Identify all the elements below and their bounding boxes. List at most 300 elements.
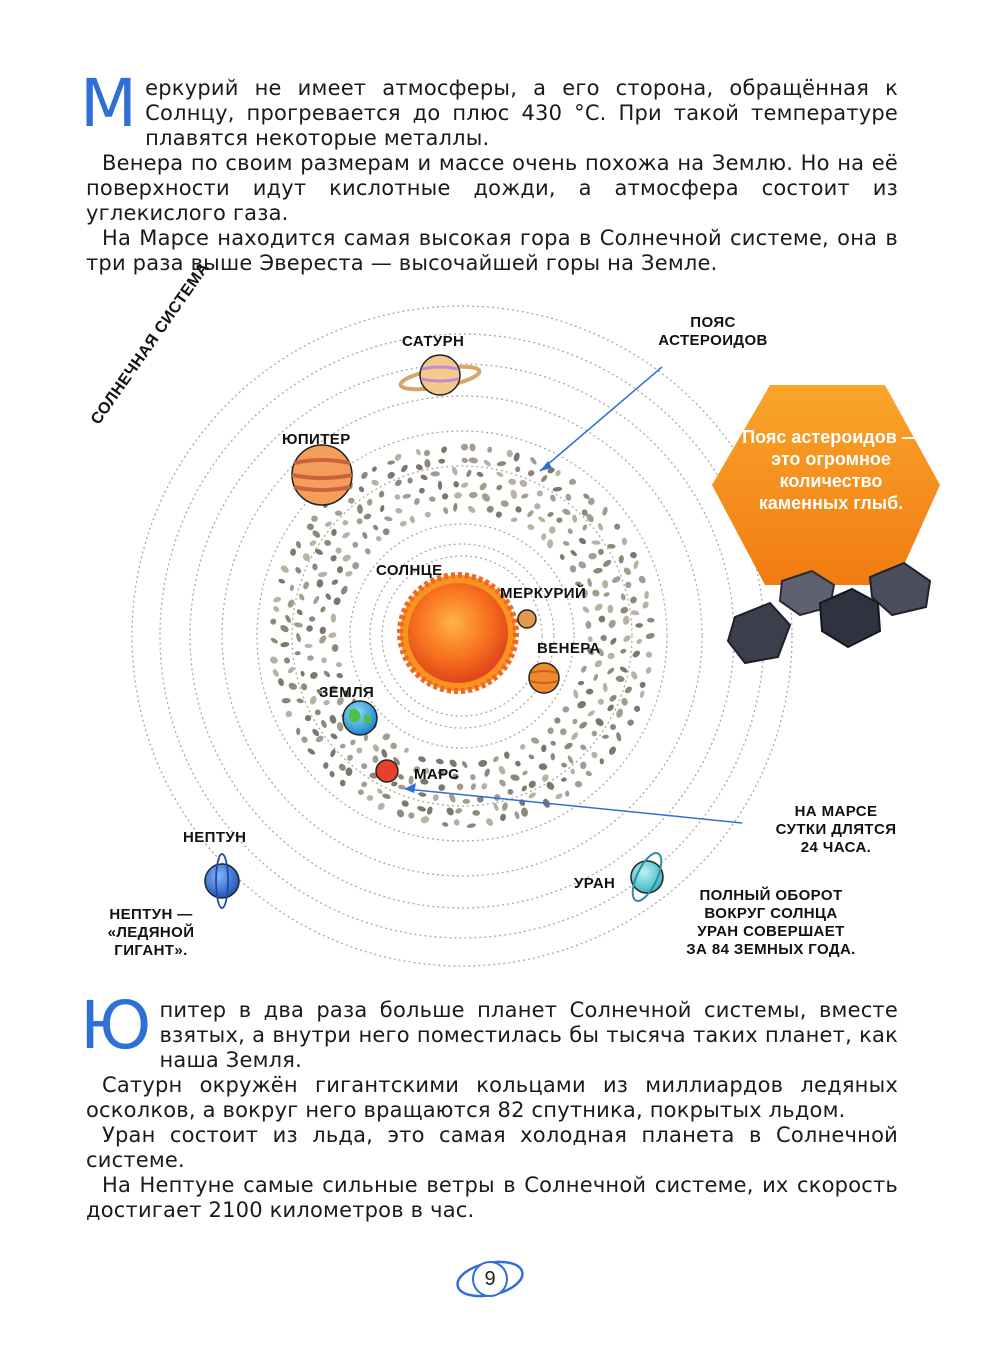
asteroid-pebble — [376, 788, 384, 795]
asteroid-pebble — [367, 795, 374, 801]
asteroid-pebble — [480, 492, 491, 504]
asteroid-pebble — [380, 748, 388, 758]
asteroid-pebble — [417, 805, 427, 812]
asteroid-pebble — [382, 527, 390, 536]
asteroid-pebble — [550, 753, 555, 761]
asteroid-pebble — [597, 522, 604, 531]
asteroid-pebble — [360, 471, 369, 481]
saturn-planet — [399, 355, 481, 395]
asteroid-pebble — [622, 634, 632, 643]
asteroid-pebble — [501, 802, 509, 812]
asteroid-pebble — [630, 610, 639, 616]
asteroid-pebble — [300, 683, 308, 691]
paragraph-jupiter — [80, 987, 898, 1073]
asteroid-pebble — [272, 668, 281, 678]
asteroid-pebble — [559, 728, 567, 736]
asteroid-pebble — [620, 648, 627, 654]
asteroid-pebble — [608, 605, 614, 614]
asteroid-pebble — [587, 709, 596, 717]
asteroid-pebble — [633, 705, 642, 714]
asteroid-pebble — [608, 745, 618, 756]
asteroid-pebble — [577, 680, 584, 685]
asteroid-pebble — [466, 823, 476, 829]
asteroid-pebble — [314, 548, 324, 557]
asteroid-arrow — [540, 367, 662, 471]
asteroid-pebble — [521, 769, 528, 776]
asteroid-pebble — [590, 751, 599, 760]
asteroid-pebble — [577, 560, 587, 570]
asteroid-pebble — [586, 578, 592, 588]
asteroid-pebble — [498, 778, 507, 787]
asteroid-pebble — [497, 765, 506, 776]
asteroid-pebble — [518, 478, 528, 488]
asteroid-pebble — [352, 542, 358, 548]
asteroid-pebble — [355, 517, 363, 525]
asteroid-pebble — [453, 818, 460, 826]
mercury-text: еркурий не имеет атмосферы, а его сторона, обращённая к Солнцу, прогревается до плюс 430 °С. При такой температуре плавятся некоторые металлы. — [145, 76, 898, 150]
asteroid-pebble — [453, 491, 462, 499]
asteroid-pebble — [316, 579, 324, 588]
asteroid-pebble — [376, 801, 386, 811]
mars-arrow — [406, 789, 742, 823]
asteroid-pebble — [626, 718, 635, 726]
asteroid-pebble — [527, 779, 537, 789]
asteroid-pebble — [597, 698, 605, 706]
asteroid-pebble — [328, 631, 337, 639]
asteroid-pebble — [468, 457, 478, 464]
asteroid-pebble — [602, 580, 609, 589]
asteroid-pebble — [540, 474, 548, 483]
asteroid-pebble — [331, 578, 339, 586]
asteroid-pebble — [536, 489, 544, 497]
asteroid-pebble — [319, 626, 327, 635]
asteroid-pebble — [441, 821, 449, 827]
asteroid-pebble — [296, 608, 304, 616]
solar-system-diagram — [0, 285, 1000, 975]
asteroid-pebble — [562, 540, 570, 547]
asteroid-pebble — [281, 698, 290, 704]
asteroid-pebble — [521, 784, 528, 792]
asteroid-pebble — [483, 459, 492, 468]
asteroid-pebble — [394, 493, 402, 500]
asteroid-pebble — [638, 681, 646, 689]
asteroid-pebble — [644, 591, 650, 600]
asteroid-pebble — [629, 595, 638, 605]
asteroid-pebble — [347, 497, 355, 504]
asteroid-pebble — [603, 591, 610, 597]
asteroid-pebble — [358, 789, 364, 795]
asteroid-pebble — [563, 741, 574, 750]
asteroid-pebble — [602, 558, 613, 568]
asteroid-pebble — [530, 736, 540, 745]
asteroid-pebble — [386, 471, 396, 481]
planets-text — [80, 987, 898, 1223]
asteroid-pebble — [269, 655, 279, 665]
asteroid-pebble — [579, 743, 587, 751]
asteroid-pebble — [306, 747, 316, 756]
paragraph-neptune: На Нептуне самые сильные ветры в Солнечной системе, их скорость достигает 2100 километров в час. — [86, 1173, 898, 1222]
asteroid-pebble — [445, 806, 455, 817]
asteroid-pebble — [533, 502, 541, 510]
neptune-note: НЕПТУН — «ЛЕДЯНОЙ ГИГАНТ». — [107, 906, 195, 959]
asteroid-pebble — [569, 479, 577, 485]
asteroid-pebble — [438, 481, 443, 491]
label-uranus: УРАН — [574, 875, 616, 892]
asteroid-pebble — [304, 644, 312, 648]
asteroid-pebble — [515, 466, 521, 472]
asteroid-pebble — [277, 677, 285, 686]
asteroid-pebble — [460, 443, 468, 451]
asteroid-pebble — [520, 807, 528, 817]
asteroid-pebble — [492, 755, 500, 763]
uranus-note: ПОЛНЫЙ ОБОРОТ ВОКРУГ СОЛНЦА УРАН СОВЕРШАЕТ ЗА 84 ЗЕМНЫХ ГОДА. — [686, 887, 856, 958]
asteroid-pebble — [499, 813, 506, 822]
asteroid-pebble — [363, 513, 372, 521]
callout-text: Пояс астероидов — это огромное количество каменных глыб. — [742, 427, 920, 513]
asteroid-pebble — [538, 763, 547, 770]
asteroid-pebble — [645, 650, 654, 658]
asteroid-pebble — [495, 511, 502, 519]
asteroid-pebble — [624, 685, 634, 694]
asteroid-pebble — [619, 665, 629, 673]
asteroid-pebble — [528, 791, 537, 799]
asteroid-pebble — [336, 566, 343, 574]
venus-planet — [529, 663, 559, 693]
asteroid-pebble — [629, 551, 638, 559]
asteroid-pebble — [418, 487, 426, 495]
asteroid-pebble — [620, 593, 626, 601]
asteroid-pebble — [382, 793, 392, 800]
asteroid-pebble — [415, 448, 421, 456]
asteroid-pebble — [393, 453, 402, 463]
asteroid-pebble — [323, 539, 331, 546]
asteroid-pebble — [485, 817, 495, 827]
asteroid-pebble — [287, 666, 296, 675]
label-neptune: НЕПТУН — [183, 829, 247, 846]
asteroid-pebble — [295, 651, 301, 655]
asteroid-pebble — [520, 493, 529, 500]
asteroid-pebble — [639, 690, 645, 699]
asteroid-pebble — [331, 613, 336, 622]
asteroid-pebble — [572, 514, 578, 523]
asteroid-pebble — [607, 653, 615, 660]
asteroid-pebble — [295, 540, 302, 549]
asteroid-pebble — [355, 746, 363, 754]
asteroid-pebble — [647, 618, 655, 623]
asteroid-pebble — [379, 505, 385, 513]
asteroid-pebble — [375, 535, 383, 542]
mercury-planet — [518, 610, 536, 628]
asteroid-pebble — [553, 716, 561, 724]
asteroid-pebble — [514, 505, 523, 514]
intro-text — [80, 65, 898, 276]
asteroid-pebble — [547, 511, 555, 518]
asteroid-pebble — [417, 755, 426, 763]
asteroid-pebble — [547, 727, 554, 734]
asteroid-pebble — [578, 537, 587, 546]
label-sun: СОЛНЦЕ — [376, 562, 443, 579]
asteroid-pebble — [541, 744, 547, 752]
asteroid-pebble — [429, 496, 437, 503]
asteroid-pebble — [580, 665, 588, 674]
asteroid-pebble — [561, 508, 571, 517]
asteroid-pebble — [547, 539, 554, 548]
asteroid-pebble — [296, 698, 304, 704]
asteroid-pebble — [518, 798, 526, 807]
asteroid-pebble — [560, 762, 567, 768]
asteroid-pebble — [509, 489, 518, 500]
asteroid-pebble — [438, 459, 445, 464]
asteroid-pebble — [548, 526, 556, 534]
asteroid-pebble — [317, 571, 327, 578]
asteroid-pebble — [607, 618, 617, 629]
paragraph-saturn: Сатурн окружён гигантскими кольцами из миллиардов ледяных осколков, а вокруг него вращаются 82 спутника, покрытых льдом. — [86, 1073, 898, 1122]
asteroid-pebble — [635, 623, 643, 628]
asteroid-pebble — [329, 770, 336, 778]
asteroid-pebble — [508, 478, 517, 485]
asteroid-pebble — [296, 728, 300, 736]
asteroid-pebble — [389, 741, 398, 750]
asteroid-pebble — [361, 781, 368, 788]
asteroid-pebble — [609, 723, 617, 731]
asteroid-pebble — [513, 452, 521, 462]
asteroid-pebble — [402, 493, 412, 499]
paragraph-mars: На Марсе находится самая высокая гора в Солнечной системе, она в три раза выше Эвереста — высочайшей горы на Земле. — [86, 226, 898, 275]
asteroid-pebble — [510, 517, 518, 523]
asteroid-pebble — [478, 481, 488, 491]
asteroid-pebble — [399, 520, 407, 527]
asteroid-pebble — [572, 689, 579, 699]
asteroid-pebble — [335, 510, 343, 516]
asteroid-pebble — [423, 449, 432, 458]
asteroid-pebble — [591, 540, 601, 545]
asteroid-pebble — [487, 447, 492, 453]
asteroid-pebble — [495, 471, 504, 478]
asteroid-pebble — [510, 773, 521, 782]
asteroid-pebble — [442, 506, 449, 514]
asteroid-pebble — [372, 524, 379, 532]
asteroid-pebble — [279, 623, 290, 633]
mars-note: НА МАРСЕ СУТКИ ДЛЯТСЯ 24 ЧАСА. — [775, 803, 897, 856]
asteroid-pebble — [413, 497, 421, 506]
asteroid-pebble — [372, 755, 378, 763]
asteroid-pebble — [463, 799, 470, 804]
asteroid-pebble — [420, 815, 431, 825]
asteroid-pebble — [592, 673, 598, 681]
asteroid-pebble — [570, 731, 579, 741]
diagram-title: СОЛНЕЧНАЯ СИСТЕМА — [88, 259, 213, 428]
asteroid-pebble — [298, 593, 306, 602]
asteroid-pebble — [279, 564, 290, 574]
asteroid-pebble — [346, 754, 354, 762]
asteroid-pebble — [527, 523, 535, 531]
asteroid-pebble — [591, 730, 598, 737]
earth-planet — [343, 701, 377, 735]
asteroid-pebble — [430, 471, 440, 477]
mars-planet — [376, 760, 398, 782]
asteroid-pebble — [344, 570, 353, 578]
asteroid-pebble — [594, 717, 605, 728]
asteroid-pebble — [280, 641, 290, 647]
asteroid-pebble — [346, 767, 353, 776]
asteroid-pebble — [606, 667, 615, 676]
asteroid-pebble — [305, 624, 314, 633]
asteroid-pebble — [527, 469, 536, 477]
asteroid-pebble — [625, 581, 632, 588]
asteroid-pebble — [461, 457, 469, 464]
asteroid-pebble — [309, 539, 318, 547]
asteroid-pebble — [314, 708, 322, 716]
asteroid-pebble — [284, 614, 292, 624]
asteroid-pebble — [500, 499, 510, 508]
paragraph-mercury — [80, 65, 898, 151]
label-venus: ВЕНЕРА — [537, 640, 601, 657]
asteroid-pebble — [615, 732, 622, 742]
asteroid-pebble — [611, 575, 622, 584]
asteroid-pebble — [545, 780, 556, 791]
label-saturn: САТУРН — [402, 333, 465, 350]
asteroid-pebble — [620, 697, 628, 706]
label-mars: МАРС — [414, 766, 460, 783]
asteroid-pebble — [537, 515, 546, 523]
asteroid-pebble — [576, 700, 587, 710]
asteroid-pebble — [364, 547, 372, 555]
asteroid-pebble — [469, 443, 476, 451]
asteroid-pebble — [384, 516, 393, 522]
asteroid-pebble — [615, 708, 624, 719]
paragraph-uranus: Уран состоит из льда, это самая холодная планета в Солнечной системе. — [86, 1123, 898, 1172]
asteroid-pebble — [506, 449, 513, 457]
asteroid-pebble — [552, 486, 562, 492]
asteroid-pebble — [541, 773, 550, 783]
asteroid-pebble — [387, 460, 395, 465]
asteroid-pebble — [424, 459, 431, 468]
asteroid-pebble — [441, 492, 450, 501]
asteroid-pebble — [395, 507, 403, 514]
asteroid-pebble — [602, 735, 609, 740]
asteroid-pebble — [606, 703, 615, 712]
asteroid-pebble — [300, 671, 305, 677]
asteroid-pebble — [453, 503, 458, 512]
asteroid-pebble — [622, 566, 632, 576]
asteroid-pebble — [609, 637, 618, 646]
asteroid-pebble — [485, 505, 495, 515]
asteroid-pebble — [555, 792, 564, 800]
asteroid-pebble — [460, 481, 469, 488]
asteroid-pebble — [287, 681, 298, 691]
asteroid-pebble — [572, 718, 578, 725]
asteroid-pebble — [461, 760, 469, 769]
asteroid-pebble — [336, 672, 344, 678]
asteroid-pebble — [283, 656, 292, 665]
asteroid-pebble — [440, 445, 448, 454]
asteroid-pebble — [529, 456, 538, 466]
asteroid-pebble — [372, 743, 381, 753]
asteroid-pebble — [641, 600, 650, 609]
asteroid-pebble — [409, 515, 416, 524]
asteroid-pebble — [586, 688, 594, 695]
asteroid-pebble — [541, 533, 547, 541]
asteroid-pebble — [286, 598, 296, 609]
asteroid-pebble — [581, 605, 590, 614]
asteroid-pebble — [342, 519, 349, 526]
asteroid-pebble — [614, 523, 621, 530]
asteroid-pebble — [320, 656, 328, 664]
asteroid-pebble — [438, 784, 445, 791]
asteroid-pebble — [340, 780, 346, 787]
asteroid-pebble — [608, 694, 618, 703]
asteroid-pebble — [496, 461, 506, 467]
asteroid-pebble — [403, 747, 410, 754]
asteroid-pebble — [394, 478, 403, 487]
asteroid-pebble — [633, 560, 640, 570]
asteroid-pebble — [320, 719, 328, 729]
asteroid-pebble — [306, 522, 315, 531]
asteroid-pebble — [358, 485, 365, 493]
asteroid-pebble — [311, 728, 320, 738]
asteroid-pebble — [567, 527, 574, 535]
asteroid-pebble — [338, 762, 348, 772]
asteroid-pebble — [637, 575, 647, 585]
asteroid-pebble — [570, 768, 575, 775]
asteroid-pebble — [315, 734, 325, 743]
asteroid-pebble — [311, 529, 321, 539]
asteroid-pebble — [324, 520, 333, 527]
asteroid-pebble — [472, 810, 480, 816]
asteroid-pebble — [556, 517, 563, 523]
asteroid-pebble — [593, 567, 603, 574]
asteroid-pebble — [435, 758, 444, 765]
asteroid-pebble — [514, 760, 522, 768]
asteroid-pebble — [331, 529, 338, 537]
asteroid-pebble — [631, 649, 641, 659]
asteroid-pebble — [318, 634, 328, 645]
asteroid-pebble — [561, 777, 568, 783]
asteroid-pebble — [454, 807, 463, 814]
asteroid-pebble — [555, 469, 562, 477]
asteroid-pebble — [295, 633, 301, 643]
mars-arrowhead — [404, 783, 416, 793]
asteroid-pebble — [469, 774, 476, 781]
asteroid-pebble — [284, 709, 293, 718]
paragraph-venus: Венера по своим размерам и массе очень похожа на Землю. Но на её поверхности идут кислотные дожди, а атмосфера состоит из углекислого газа. — [86, 151, 898, 225]
asteroid-pebble — [550, 740, 557, 746]
asteroid-pebble — [569, 565, 577, 573]
asteroid-pebble — [407, 477, 413, 483]
asteroid-pebble — [400, 464, 409, 474]
neptune-planet — [205, 854, 239, 908]
asteroid-pebble — [331, 644, 338, 652]
asteroid-pebble — [340, 585, 349, 596]
asteroid-pebble — [371, 479, 380, 487]
asteroid-pebble — [507, 788, 515, 796]
asteroid-pebble — [622, 615, 630, 625]
asteroid-pebble — [323, 762, 329, 769]
asteroid-pebble — [565, 791, 569, 797]
asteroid-pebble — [585, 770, 593, 777]
asteroid-pebble — [615, 675, 625, 682]
asteroid-pebble — [341, 553, 352, 563]
asteroid-pebble — [361, 531, 368, 539]
asteroid-pebble — [330, 732, 339, 740]
asteroid-pebble — [310, 515, 318, 523]
asteroid-pebble — [574, 780, 582, 788]
asteroid-pebble — [309, 695, 318, 706]
asteroid-pebble — [341, 531, 351, 540]
asteroid-pebble — [324, 592, 332, 601]
asteroid-pebble — [483, 768, 491, 778]
asteroid-pebble — [622, 538, 627, 546]
